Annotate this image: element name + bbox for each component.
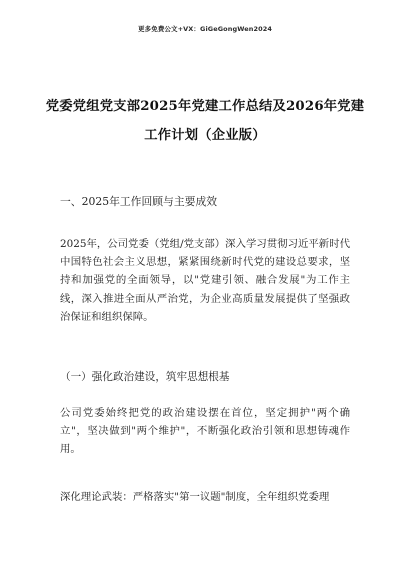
subsection-heading: （一）强化政治建设，筑牢思想根基 — [60, 371, 230, 383]
document-title-line1: 党委党组党支部2025年党建工作总结及2026年党建 — [45, 99, 365, 114]
section-heading: 一、2025年工作回顾与主要成效 — [60, 195, 218, 208]
document-title-line2: 工作计划（企业版） — [144, 128, 266, 143]
paragraph-political: 公司党委始终把党的政治建设摆在首位，坚定拥护"两个确立"，坚决做到"两个维护"，不断强化政治引领和思想铸魂作用。 — [60, 407, 350, 456]
paragraph-review: 2025年，公司党委（党组/党支部）深入学习贯彻习近平新时代中国特色社会主义思想，紧紧围绕新时代党的建设总要求，坚持和加强党的全面领导，以"党建引领、融合发展"为工作主线，深入推进全面从严治党，为企业高质量发展提供了坚强政治保证和组织保障。 — [60, 238, 350, 323]
paragraph-theory: 深化理论武装：严格落实"第一议题"制度，全年组织党委理 — [60, 491, 330, 503]
header-note: 更多免费公文+VX：GiGeGongWen2024 — [138, 25, 272, 33]
